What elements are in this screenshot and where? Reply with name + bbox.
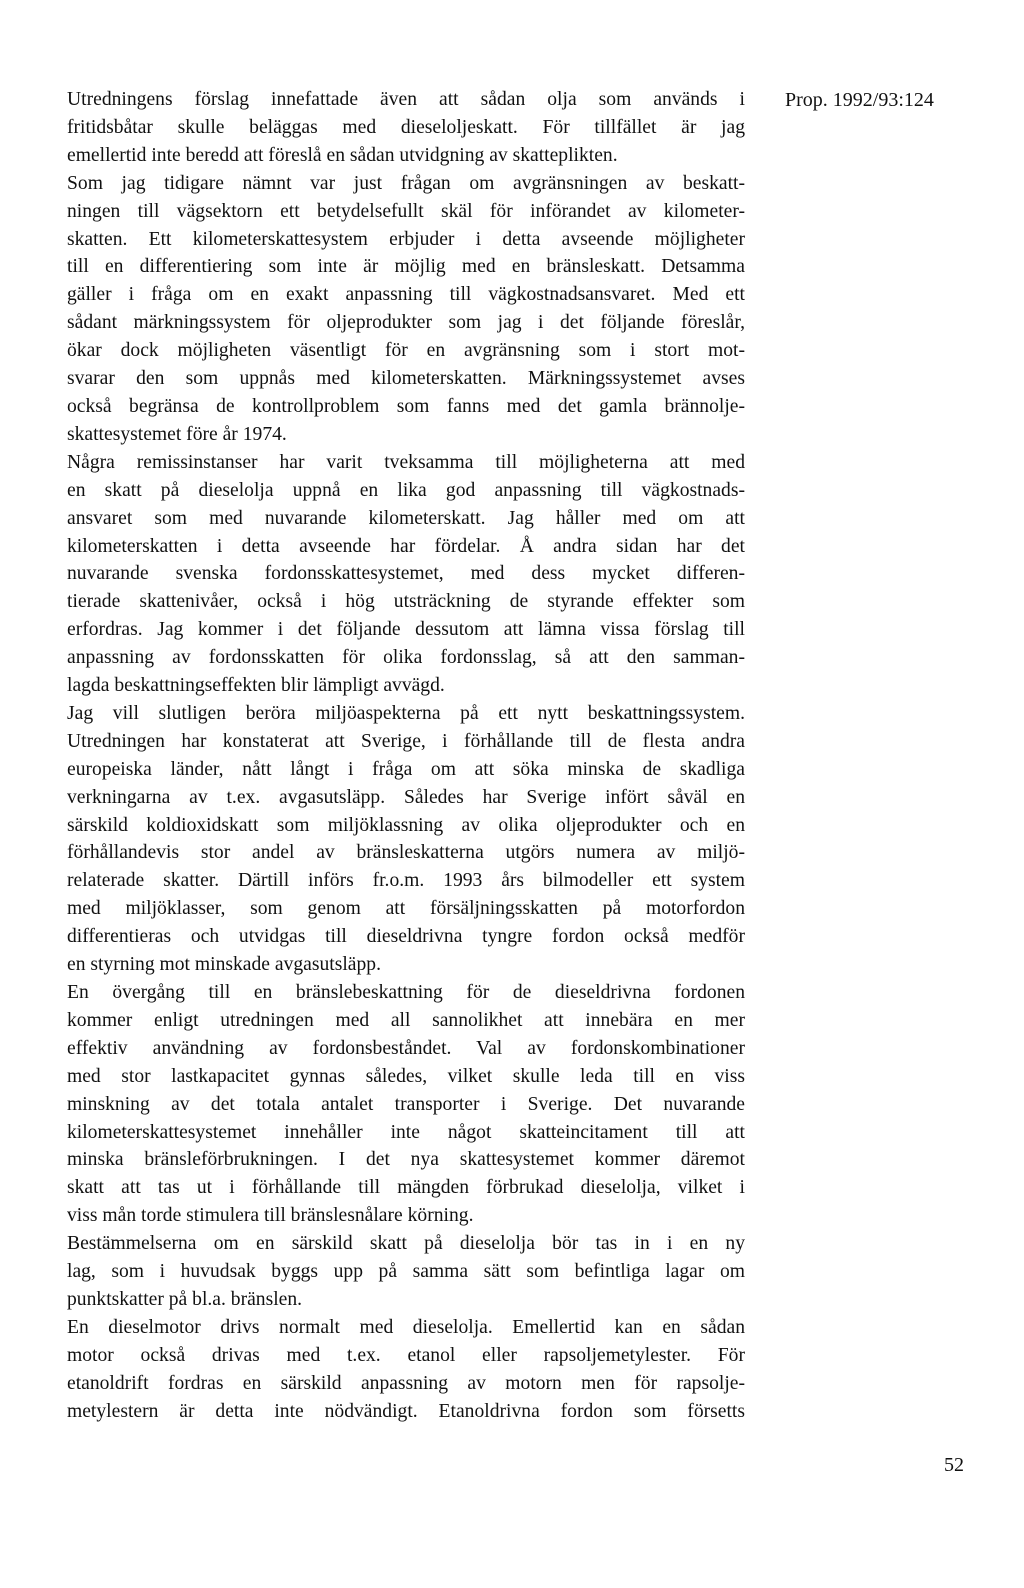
text-line: Utredningens förslag innefattade även att sådan olja som används i [67,89,745,110]
text-line: verkningarna av t.ex. avgasutsläpp. Således har Sverige infört såväl en [67,786,745,808]
text-line: lagda beskattningseffekten blir lämpligt avvägd. [67,675,445,697]
text-line: särskild koldioxidskatt som miljöklassning av olika oljeprodukter och en [67,814,745,836]
text-line: Utredningen har konstaterat att Sverige, i förhållande till de flesta andra [67,730,745,752]
text-line: också begränsa de kontrollproblem som fanns med det gamla brännolje- [67,395,745,417]
paragraph [67,1230,745,1314]
text-line: effektiv användning av fordonsbeståndet. Val av fordonskombinationer [67,1037,745,1059]
text-line: erfordras. Jag kommer i det följande dessutom att lämna vissa förslag till [67,619,745,641]
page-number: 52 [944,1454,964,1476]
text-line: ökar dock möjligheten väsentligt för en avgränsning som i stort mot- [67,340,745,362]
paragraph [67,979,745,1230]
text-line: med miljöklasser, som genom att försäljningsskatten på motorfordon [67,898,745,920]
text-line: motor också drivas med t.ex. etanol eller rapsoljemetylester. För [67,1344,745,1366]
text-line: kilometerskatten i detta avseende har fördelar. Å andra sidan har det [67,535,745,557]
text-line: lag, som i huvudsak byggs upp på samma sätt som befintliga lagar om [67,1261,745,1283]
text-line: Som jag tidigare nämnt var just frågan om avgränsningen av beskatt- [67,172,745,194]
text-line: anpassning av fordonsskatten för olika fordonsslag, så att den samman- [67,647,745,669]
text-line: ningen till vägsektorn ett betydelsefullt skäl för införandet av kilometer- [67,200,745,222]
text-line: kilometerskattesystemet innehåller inte något skatteincitament till att [67,1121,745,1143]
text-line: minskning av det totala antalet transporter i Sverige. Det nuvarande [67,1093,745,1115]
paragraph [67,1314,745,1426]
paragraph [67,170,745,449]
paragraph [67,86,745,170]
text-line: etanoldrift fordras en särskild anpassning av motorn men för rapsolje- [67,1372,745,1394]
text-line: förhållandevis stor andel av bränsleskatterna utgörs numera av miljö- [67,842,745,864]
text-line: viss mån torde stimulera till bränslesnålare körning. [67,1205,474,1227]
text-line: skattesystemet före år 1974. [67,423,287,445]
text-line: till en differentiering som inte är möjlig med en bränsleskatt. Detsamma [67,256,745,278]
text-line: En dieselmotor drivs normalt med dieselolja. Emellertid kan en sådan [67,1316,745,1338]
text-line: metylestern är detta inte nödvändigt. Etanoldrivna fordon som försetts [67,1400,745,1422]
text-line: relaterade skatter. Därtill införs fr.o.m. 1993 års bilmodeller ett system [67,870,745,892]
paragraph [67,449,745,700]
text-line: emellertid inte beredd att föreslå en sådan utvidgning av skatteplikten. [67,144,618,166]
text-line: Några remissinstanser har varit tveksamma till möjligheterna att med [67,451,745,473]
text-line: europeiska länder, nått långt i fråga om att söka minska de skadliga [67,758,745,780]
text-line: ansvaret som med nuvarande kilometerskatt. Jag håller med om att [67,507,745,529]
text-line: nuvarande svenska fordonsskattesystemet, med dess mycket differen- [67,563,745,585]
text-line: skatt att tas ut i förhållande till mängden förbrukad dieselolja, vilket i [67,1177,745,1199]
text-line: en skatt på dieselolja uppnå en lika god anpassning till vägkostnads- [67,479,745,501]
publication-reference: Prop. 1992/93:124 [785,89,934,111]
text-line: kommer enligt utredningen med all sannolikhet att innebära en mer [67,1009,745,1031]
text-line: en styrning mot minskade avgasutsläpp. [67,954,381,976]
text-line: sådant märkningssystem för oljeprodukter som jag i det följande föreslår, [67,312,745,334]
text-line: differentieras och utvidgas till dieseldrivna tyngre fordon också medför [67,926,745,948]
text-line: tierade skattenivåer, också i hög utsträckning de styrande effekter som [67,591,745,613]
text-line: fritidsbåtar skulle beläggas med dieseloljeskatt. För tillfället är jag [67,116,745,138]
body-text [67,86,745,1426]
text-line: med stor lastkapacitet gynnas således, vilket skulle leda till en viss [67,1065,745,1087]
text-line: gäller i fråga om en exakt anpassning till vägkostnadsansvaret. Med ett [67,284,745,306]
text-line: En övergång till en bränslebeskattning för de dieseldrivna fordonen [67,982,745,1003]
text-line: skatten. Ett kilometerskattesystem erbjuder i detta avseende möjligheter [67,228,745,250]
text-line: punktskatter på bl.a. bränslen. [67,1288,303,1310]
paragraph [67,700,745,979]
text-line: Bestämmelserna om en särskild skatt på dieselolja bör tas in i en ny [67,1233,745,1255]
text-line: svarar den som uppnås med kilometerskatten. Märkningssystemet avses [67,368,745,390]
text-line: Jag vill slutligen beröra miljöaspekterna på ett nytt beskattningssystem. [67,702,745,724]
text-line: minska bränsleförbrukningen. I det nya skattesystemet kommer däremot [67,1149,745,1171]
